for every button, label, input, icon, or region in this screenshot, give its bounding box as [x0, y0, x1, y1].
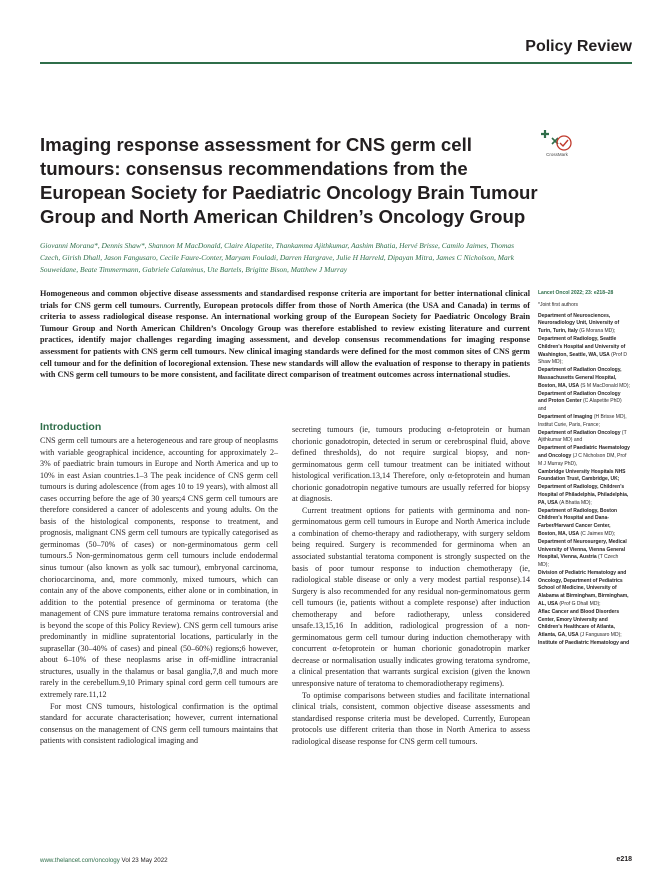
affiliation-detail: (T Ajithkumar MD) and — [538, 429, 627, 444]
joint-first-note: *Joint first authors — [538, 301, 579, 308]
sidebar — [538, 290, 630, 648]
body-column-right — [292, 424, 530, 747]
article-title: Imaging response assessment for CNS germ cell tumours: consensus recommendations from the European Society for Paediatric Oncology Brain Tumour Group and North American Children’s Oncology Group — [40, 134, 538, 227]
affiliation-name: Cambridge University Hospitals NHS Foundation Trust, Cambridge, UK; — [538, 468, 626, 483]
affiliation-name: Aflac Cancer and Blood Disorders Center, Emory University and Children’s Healthcare of Atlanta, Atlanta, GA, USA — [538, 608, 620, 639]
affiliation-detail: (A Bhatia MD); — [557, 499, 592, 506]
affiliation-detail: (Prof D Shaw MD); — [538, 351, 627, 366]
journal-url[interactable]: www.thelancet.com/oncology — [40, 857, 120, 864]
affiliation-name: Department of Neurosurgery, Medical University of Vienna, Vienna General Hospital, Vienna, Austria — [538, 538, 627, 561]
body-paragraph: secreting tumours (ie, tumours producing α-fetoprotein or human chorionic gonadotropin, detected in serum or cerebrospinal fluid, above defined thresholds), do not require surgical biopsy, and non-germinomatous germ cell tumour treatment can be initiated without histological verification.13,14 Therefore, only α-fetoprotein and human chorionic gonadotropin negative tumours are usually referred for biopsy at diagnosis. — [292, 425, 530, 504]
affiliation-item — [538, 570, 630, 609]
affiliation-item — [538, 391, 630, 414]
body-paragraph: Current treatment options for patients with germinoma and non-germinomatous germ cell tumours in Europe and North America include a combination of chemo-therapy and radiotherapy, with surgery seldom being required. Surgery is recommended for germinoma when an associated substantial teratoma component is strongly suspected on the basis of poor tumour response to induction chemotherapy (ie, radiological stable disease or only a very modest partial response).14 Surgery is also recommended for any residual non-germinomatous germ cell tumours (ie, patients without a complete response) after induction chemotherapy and before radiotherapy, unless considered unsafe.13,15,16 In addition, radiological progression of a non-germinomatous germ cell tumour during induction chemotherapy with concurrent α-fetoprotein or human chorionic gonadotropin marker decrease or normalisation usually indicates growing teratoma syndrome, a clinical presentation that warrants surgical excision (given the known unresponsive nature of teratoma to chemoradiotherapy regimens). — [292, 505, 530, 689]
affiliation-name: Department of Radiology, Boston Children’s Hospital and Dana-Farber/Harvard Cancer Center, Boston, MA, USA — [538, 507, 618, 537]
affiliation-name: Department of Radiation Oncology, Massachusetts General Hospital, Boston, MA, USA — [538, 367, 622, 389]
affiliation-name: Department of Radiation Oncology — [538, 429, 621, 436]
affiliation-detail: (Prof G Dhall MD); — [558, 601, 601, 608]
author-list: Giovanni Morana*, Dennis Shaw*, Shannon M MacDonald, Claire Alapetite, Thankamma Ajithkumar, Aashim Bhatia, Hervé Brisse, Camilo Jaimes, Thomas Czech, Girish Dhall, Jason Fangusaro, Cecile Faure-Conter, Maryam Fouladi, Darren Hargrave, Julie H Harreld, Dipayan Mitra, James C Nicholson, Mark Souweidane, Beate Timmermann, Gabriele Calaminus, Ute Bartels, Brigitte Bison, Matthew J Murray — [40, 241, 515, 274]
body-paragraph: For most CNS tumours, histological confirmation is the optimal standard for accurate characterisation; however, current international consensus on the management of CNS germ cell tumours maintains that patients with consistent radiological imaging and — [40, 701, 278, 746]
affiliation-detail: (T Czech MD); — [538, 554, 619, 569]
affiliation-item — [538, 414, 630, 430]
affiliation-detail: (J Fangusaro MD); — [578, 632, 622, 639]
affiliation-name: Department of Paediatric Haematology and Oncology — [538, 445, 630, 459]
affiliation-item — [538, 484, 630, 507]
affiliation-detail: (C Alapetite PhD) and — [538, 398, 622, 413]
affiliation-name: Department of Radiation Oncology and Proton Center — [538, 390, 621, 405]
affiliation-name: Department of Neurosciences, Neuroradiology Unit, University of Turin, Turin, Italy — [538, 312, 620, 335]
page-number: e218 — [616, 856, 632, 863]
affiliation-name: Department of Imaging — [538, 413, 593, 420]
affiliation-name: Division of Pediatric Hematology and Oncology, Department of Pediatrics School of Medicine, University of Alabama at Birmingham, Birmingham, AL, USA — [538, 569, 629, 608]
affiliation-item — [538, 539, 630, 570]
section-label: Policy Review — [525, 38, 632, 55]
citation[interactable]: Lancet Oncol 2022; 23: e218–28 — [538, 290, 614, 296]
issue-info: Vol 23 May 2022 — [121, 857, 168, 864]
summary: Homogeneous and common objective disease assessments and standardised response criteria are important for better international clinical trials for CNS germ cell tumours. Currently, European protocols differ from those of North America (the USA and Canada) in terms of criteria to assess radiological disease response. An international working group of the European Society for Paediatric Oncology Brain Tumour Group and North American Children’s Oncology Group was therefore established to review existing literature and current practices, identify major challenges regarding imaging assessment, and develop consensus recommendations for imaging response assessment for patients with CNS germ cell tumours. New clinical imaging standards were defined for the most common sites of CNS germ cell tumour and for the definition of locoregional extension. These new standards will allow the evaluation of response to therapy in patients with CNS germ cell tumours to be more consistent, and facilitate direct comparison of treatment outcomes across international studies. — [40, 289, 530, 380]
affiliation-detail: (G Morana MD); — [577, 328, 616, 335]
affiliation-list — [538, 313, 630, 648]
crossmark-label: CrossMark — [546, 152, 568, 157]
body-paragraph: To optimise comparisons between studies and facilitate international clinical trials, consistent, common objective disease assessments and standardised response criteria must be developed. Currently, European protocols use different criteria than those in North America to assess radiological disease response for CNS germ cell tumours. — [292, 690, 530, 746]
affiliation-detail: (S M MacDonald MD); — [579, 382, 630, 389]
affiliation-item — [538, 469, 630, 485]
crossmark-icon — [539, 128, 575, 152]
affiliation-item — [538, 445, 630, 468]
affiliation-name: Institute of Paediatric Hematology and — [538, 640, 630, 647]
affiliation-name: Department of Radiology, Seattle Children’s Hospital and University of Washington, Seattle, WA, USA — [538, 335, 626, 358]
footer — [40, 857, 168, 864]
body-paragraph: CNS germ cell tumours are a heterogeneous and rare group of neoplasms with variable geographical incidence, accounting for approximately 2–3% of paediatric brain tumours in Europe and North America and up to 10% in east Asian countries.1–3 The peak incidence of CNS germ cell tumours is during adolescence (from ages 10 to 19 years), with almost all cases occurring before the age of 30 years;4 CNS germ cell tumours are therefore considered a cancer of adolescents and young adults. On the basis of the histological components, response to treatment, and prognosis, malignant CNS germ cell tumours are typically categorised as germinomas (50–70% of cases) or non-germinomatous germ cell tumours.5 Non-germinomatous germ cell tumours include endodermal sinus tumour (also known as yolk sac tumour), embryonal carcinoma, choriocarcinoma, and, more commonly, mixed tumours, which can contain any of the above components, either alone or in combination, in addition to the potential presence of germinoma or teratoma (the management of CNS pure immature teratoma remains controversial and is beyond the scope of this Policy Review). CNS germ cell tumours arise predominantly in midline supratentorial locations, particularly in the suprasellar (30–40% of cases) and pineal (50–60%) regions;6 however, about 6–10% of these neoplasms arise in off-midline intracranial structures, usually in the thalamus or basal ganglia,7,8 and much more rarely in the cerebellum.9,10 Primary spinal cord germ cell tumours are extremely rare.11,12 — [40, 436, 278, 700]
affiliation-item — [538, 430, 630, 446]
affiliation-item — [538, 508, 630, 539]
affiliation-detail: (J C Nicholson DM, Prof M J Murray PhD), — [538, 452, 627, 467]
affiliation-detail: (H Brisse MD), Institut Curie, Paris, France; — [538, 413, 627, 428]
affiliation-item — [538, 640, 630, 648]
section-heading: Introduction — [40, 421, 102, 433]
affiliation-item — [538, 609, 630, 640]
affiliation-name: Department of Radiology, Children’s Hospital of Philadelphia, Philadelphia, PA, USA — [538, 484, 629, 506]
affiliation-detail: (C Jaimes MD); — [579, 530, 616, 537]
affiliation-item — [538, 367, 630, 390]
top-rule — [40, 62, 632, 64]
body-column-left — [40, 435, 278, 747]
crossmark-badge[interactable] — [539, 128, 575, 162]
affiliation-item — [538, 336, 630, 367]
affiliation-item — [538, 313, 630, 336]
